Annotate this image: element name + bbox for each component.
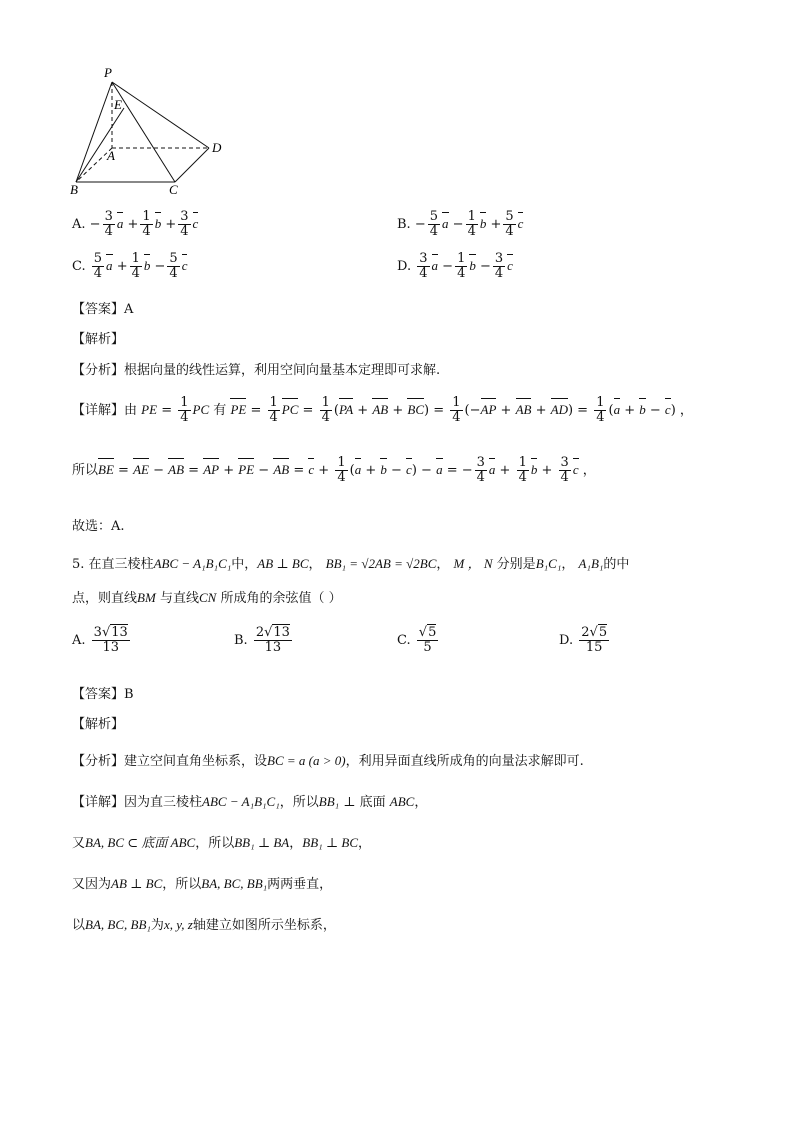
q4-fenxi: 【分析】根据向量的线性运算，利用空间向量基本定理即可求解. (72, 363, 441, 378)
label-p: P (104, 65, 112, 80)
label-c: C (169, 182, 178, 197)
q5-detail-line-3: 又因为AB ⊥ BC，所以BA, BC, BB₁两两垂直， (72, 876, 333, 892)
q5-detail-line-4: 以BA, BC, BB₁为x, y, z轴建立如图所示坐标系， (72, 917, 336, 933)
q4-option-a: A. − $\frac{3}{4}$ a + $\frac{1}{4}$ b + $\frac{3}{4}$ c (72, 209, 199, 239)
q5-fenxi: 【分析】建立空间直角坐标系，设BC = a (a > 0)，利用异面直线所成角的向量法求解即可. (72, 753, 584, 769)
answer-value: B (124, 687, 134, 702)
label-a: A (107, 148, 115, 163)
edge-be (76, 108, 124, 182)
q4-detail-line-1: 【详解】由 PE = $\frac{1}{4}$ PC 有 PE = $\frac{1}{4}$ PC = $\frac{1}{4}$ (PA + AB + BC) = $\frac{1}{4}$ (−AP + AB + AD) = $\frac{1}{4}$ (a + b − c) ， (72, 395, 693, 425)
q5-option-a: A. $\frac{3√13}{13}$ (72, 625, 128, 655)
option-letter: D. (397, 259, 412, 274)
q5-detail-line-2: 又BA, BC ⊂ 底面 ABC，所以BB₁ ⊥ BA，BB₁ ⊥ BC， (72, 835, 372, 851)
q4-option-b: B. − $\frac{5}{4}$ a − $\frac{1}{4}$ b + $\frac{5}{4}$ c (397, 209, 524, 239)
q4-answer (72, 298, 133, 317)
answer-tag: 【答案】 (72, 302, 125, 317)
q4-detail-line-2: 所以BE = AE − AB = AP + PE − AB = c + $\frac{1}{4}$ (a + b − c) − a = − $\frac{3}{4}$ a + $\frac{1}{4}$ b + $\frac{3}{4}$ c ， (72, 455, 596, 485)
q5-analysis-heading: 【解析】 (72, 717, 125, 732)
label-e: E (114, 97, 122, 112)
q4-choose: 故选：A. (72, 519, 125, 534)
edge-cd (175, 148, 209, 182)
q5-detail-line-1: 【详解】因为直三棱柱ABC − A₁B₁C₁，所以BB₁ ⊥ 底面 ABC， (72, 794, 428, 810)
q5-stem-line-2: 点，则直线BM 与直线CN 所成角的余弦值（ ） (72, 590, 342, 606)
option-letter: A. (72, 217, 86, 232)
edge-pd (112, 82, 209, 148)
q4-analysis-heading: 【解析】 (72, 332, 125, 347)
label-d: D (212, 140, 222, 155)
label-b: B (70, 182, 78, 197)
option-letter: B. (397, 217, 411, 232)
q4-option-d: D. $\frac{3}{4}$ a − $\frac{1}{4}$ b − $\frac{3}{4}$ c (397, 251, 513, 281)
q5-option-d: D. $\frac{2√5}{15}$ (559, 625, 608, 655)
question-number: 5. (72, 557, 85, 572)
q5-option-b: B. $\frac{2√13}{13}$ (234, 625, 290, 655)
answer-value: A (124, 302, 134, 317)
q5-answer: 【答案】B (72, 687, 134, 702)
q5-option-c: C. $\frac{√5}{5}$ (397, 625, 437, 655)
q5-stem-line-1: 5. 在直三棱柱ABC − A₁B₁C₁中，AB ⊥ BC， BB₁ = √2AB = √2BC， M ， N 分别是B₁C₁， A₁B₁的中 (72, 556, 630, 572)
edge-pb (76, 82, 112, 182)
option-letter: C. (72, 259, 86, 274)
pyramid-figure (66, 64, 236, 198)
q4-option-c: C. $\frac{5}{4}$ a + $\frac{1}{4}$ b − $\frac{5}{4}$ c (72, 251, 188, 281)
